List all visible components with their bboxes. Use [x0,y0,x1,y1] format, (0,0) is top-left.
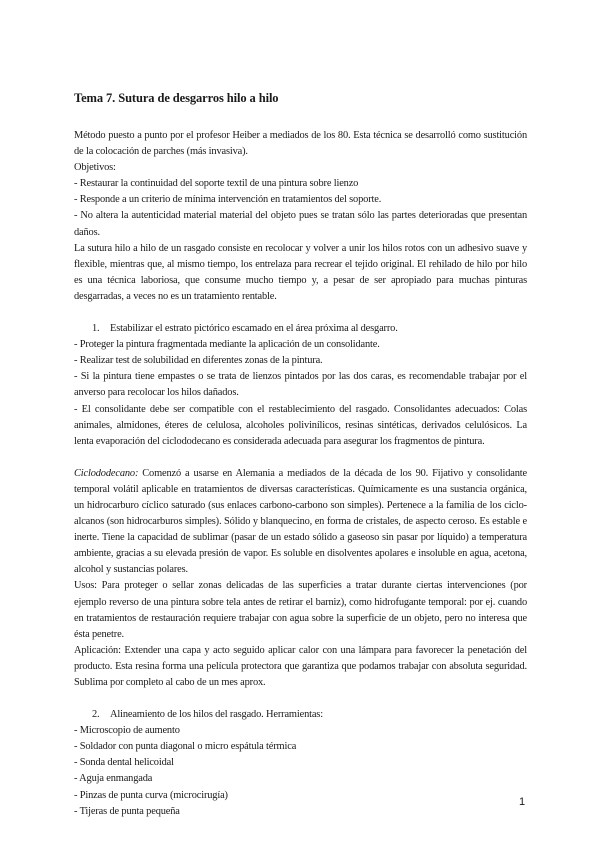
tool-item: - Tijeras de punta pequeña [74,805,180,817]
objetivo-item: - Restaurar la continuidad del soporte textil de una pintura sobre lienzo [74,178,359,190]
step-2-text: Alineamiento de los hilos del rasgado. Herramientas: [110,709,323,721]
step-1-text: Estabilizar el estrato pictórico escamado en el área próxima al desgarro. [110,323,398,335]
usos-paragraph: Usos: Para proteger o sellar zonas delicadas de las superficies a tratar durante ciertas intervenciones (por ejemplo reverso de una pintura sobre tela antes de retirar el barniz), como hidrofugante temporal: por ej. cuando en tratamientos de restauración requiere trabajar con agua sobre la superficie de un objeto, pero no interesa que ésta penetre. [74,580,527,640]
objetivo-item: - Responde a un criterio de mínima intervención en tratamientos del soporte. [74,194,382,206]
sutura-paragraph: La sutura hilo a hilo de un rasgado consiste en recolocar y volver a unir los hilos rotos con un adhesivo suave y flexible, mientras que, al mismo tiempo, los entrelaza para recrear el tejido original. El rehilado de hilo por hilo es una técnica laboriosa, que consume mucho tiempo y, a pesar de ser apropiado para muchas pinturas desgarradas, a veces no es un tratamiento rentable. [74,242,527,302]
ciclododecano-term: Ciclododecano: [74,467,139,479]
tool-item: - Soldador con punta diagonal o micro espátula térmica [74,741,297,753]
step-1-heading [92,321,527,337]
step-1-item: - Realizar test de solubilidad en diferentes zonas de la pintura. [74,355,323,367]
page-number: 1 [519,796,526,808]
objetivo-item: - No altera la autenticidad material material del objeto pues se tratan sólo las partes deterioradas que presentan daños. [74,210,527,238]
ciclododecano-text: Comenzó a usarse en Alemania a mediados de la década de los 90. Fijativo y consolidante temporal volátil aplicable en tratamientos de diversas características. Químicamente es una sustancia orgánica, un hidrocarburo cíclico saturado (sus enlaces carbono-carbono son simples). Pertenece a la familia de los ciclo-alcanos (son hidrocarburos simples). Sólido y blanquecino, en forma de cristales, de aspecto ceroso. Es estable e inerte. Tiene la capacidad de sublimar (pasar de un estado sólido a gaseoso sin pasar por líquido) a temperatura ambiente, gracias a su elevada presión de vapor. Es soluble en disolventes apolares e insoluble en agua, acetona, alcohol y sustancias polares. [74,467,527,576]
page-title: Tema 7. Sutura de desgarros hilo a hilo [74,91,279,105]
step-1-item: - Si la pintura tiene empastes o se trata de lienzos pintados por las dos caras, es recomendable trabajar por el anverso para recolocar los hilos dañados. [74,371,527,399]
tool-item: - Sonda dental helicoidal [74,757,174,769]
tool-item: - Aguja enmangada [74,773,153,785]
aplicacion-paragraph: Aplicación: Extender una capa y acto seguido aplicar calor con una lámpara para favorecer la penetación del producto. Esta resina forma una película protectora que garantiza que podamos trabajar con absoluta seguridad. Sublima por completo al cabo de un mes aprox. [74,644,527,688]
objetivos-label: Objetivos: [74,162,116,174]
step-2-number: 2. [92,709,100,721]
step-1-item: - Proteger la pintura fragmentada mediante la aplicación de un consolidante. [74,339,380,351]
tool-item: - Pinzas de punta curva (microcirugía) [74,789,228,801]
step-1-number: 1. [92,323,100,335]
tool-item: - Microscopio de aumento [74,725,180,737]
step-2-heading [92,707,527,723]
ciclododecano-paragraph [74,466,527,579]
document-page [74,90,527,820]
step-1-item: - El consolidante debe ser compatible con el restablecimiento del rasgado. Consolidantes adecuados: Colas animales, almidones, éteres de celulosa, alcoholes polivinílicos, resinas sintéticas, derivados celulósicos. La lenta evaporación del ciclododecano es considerada adecuada para asegurar los fragmentos de pintura. [74,403,527,447]
intro-paragraph: Método puesto a punto por el profesor Heiber a mediados de los 80. Esta técnica se desarrolló como sustitución de la colocación de parches (más invasiva). [74,130,527,158]
